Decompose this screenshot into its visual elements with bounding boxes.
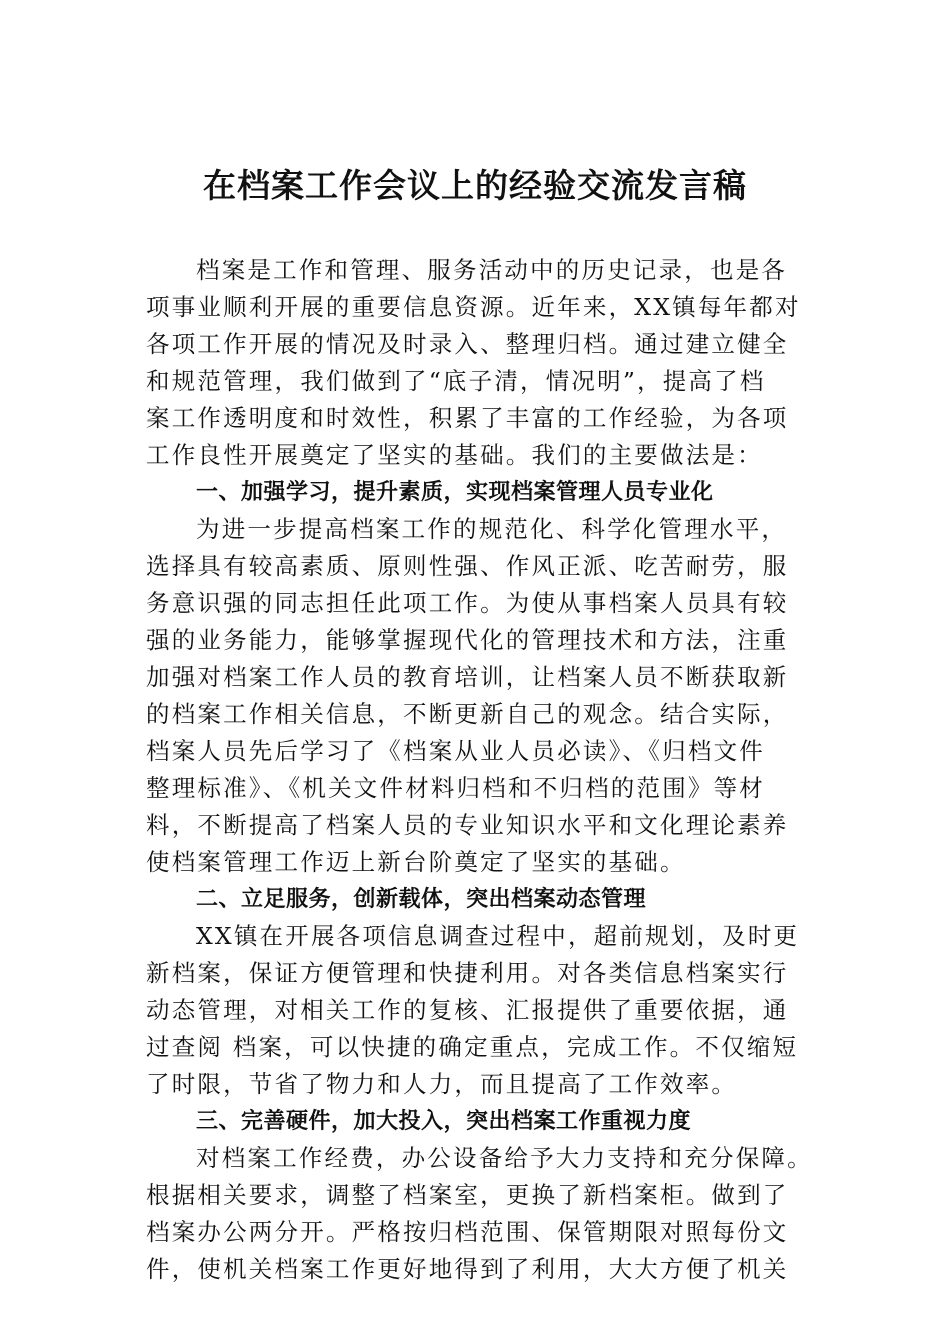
document-body (146, 252, 813, 1288)
body-text-line: 工作良性开展奠定了坚实的基础。我们的主要做法是： (146, 441, 763, 469)
body-text-line: 对档案工作经费，办公设备给予大力支持和充分保障。 (196, 1144, 813, 1172)
body-text-line: 整理标准》、《机关文件材料归档和不归档的范围》等材 (146, 774, 765, 802)
body-text-line: 项事业顺利开展的重要信息资源。近年来，XX镇每年都对 (146, 293, 801, 321)
body-text-line: XX镇在开展各项信息调查过程中，超前规划，及时更 (196, 922, 800, 950)
document-title: 在档案工作会议上的经验交流发言稿 (203, 166, 747, 205)
body-text-line: 档案人员先后学习了《档案从业人员必读》、《归档文件 (146, 737, 765, 765)
body-text-line: 各项工作开展的情况及时录入、整理归档。通过建立健全 (146, 330, 789, 358)
body-text-line: 件，使机关档案工作更好地得到了利用，大大方便了机关 (146, 1255, 789, 1283)
body-text-line: 和规范管理，我们做到了“底子清，情况明”，提高了档 (146, 367, 766, 395)
body-text-line: 过查阅 档案，可以快捷的确定重点，完成工作。不仅缩短 (146, 1033, 799, 1061)
body-text-line: 加强对档案工作人员的教育培训，让档案人员不断获取新 (146, 663, 789, 691)
body-text-line: 务意识强的同志担任此项工作。为使从事档案人员具有较 (146, 589, 789, 617)
body-text-line: 选择具有较高素质、原则性强、作风正派、吃苦耐劳，服 (146, 552, 789, 580)
body-text-line: 了时限，节省了物力和人力，而且提高了工作效率。 (146, 1070, 738, 1098)
body-text-line: 的档案工作相关信息，不断更新自己的观念。结合实际， (146, 700, 789, 728)
body-text-line: 料，不断提高了档案人员的专业知识水平和文化理论素养 (146, 811, 789, 839)
body-text-line: 强的业务能力，能够掌握现代化的管理技术和方法，注重 (146, 626, 789, 654)
body-text-line: 档案办公两分开。严格按归档范围、保管期限对照每份文 (146, 1218, 789, 1246)
body-text-line: 根据相关要求，调整了档案室，更换了新档案柜。做到了 (146, 1181, 789, 1209)
section-heading: 一、加强学习，提升素质，实现档案管理人员专业化 (196, 480, 714, 505)
body-text-line: 案工作透明度和时效性，积累了丰富的工作经验，为各项 (146, 404, 789, 432)
section-heading: 二、立足服务，创新载体，突出档案动态管理 (196, 887, 647, 912)
section-heading: 三、完善硬件，加大投入，突出档案工作重视力度 (196, 1109, 692, 1134)
body-text-line: 动态管理，对相关工作的复核、汇报提供了重要依据，通 (146, 996, 789, 1024)
body-text-line: 为进一步提高档案工作的规范化、科学化管理水平， (196, 515, 788, 543)
body-text-line: 使档案管理工作迈上新台阶奠定了坚实的基础。 (146, 848, 686, 876)
body-text-line: 新档案，保证方便管理和快捷利用。对各类信息档案实行 (146, 959, 789, 987)
body-text-line: 档案是工作和管理、服务活动中的历史记录，也是各 (196, 256, 788, 284)
